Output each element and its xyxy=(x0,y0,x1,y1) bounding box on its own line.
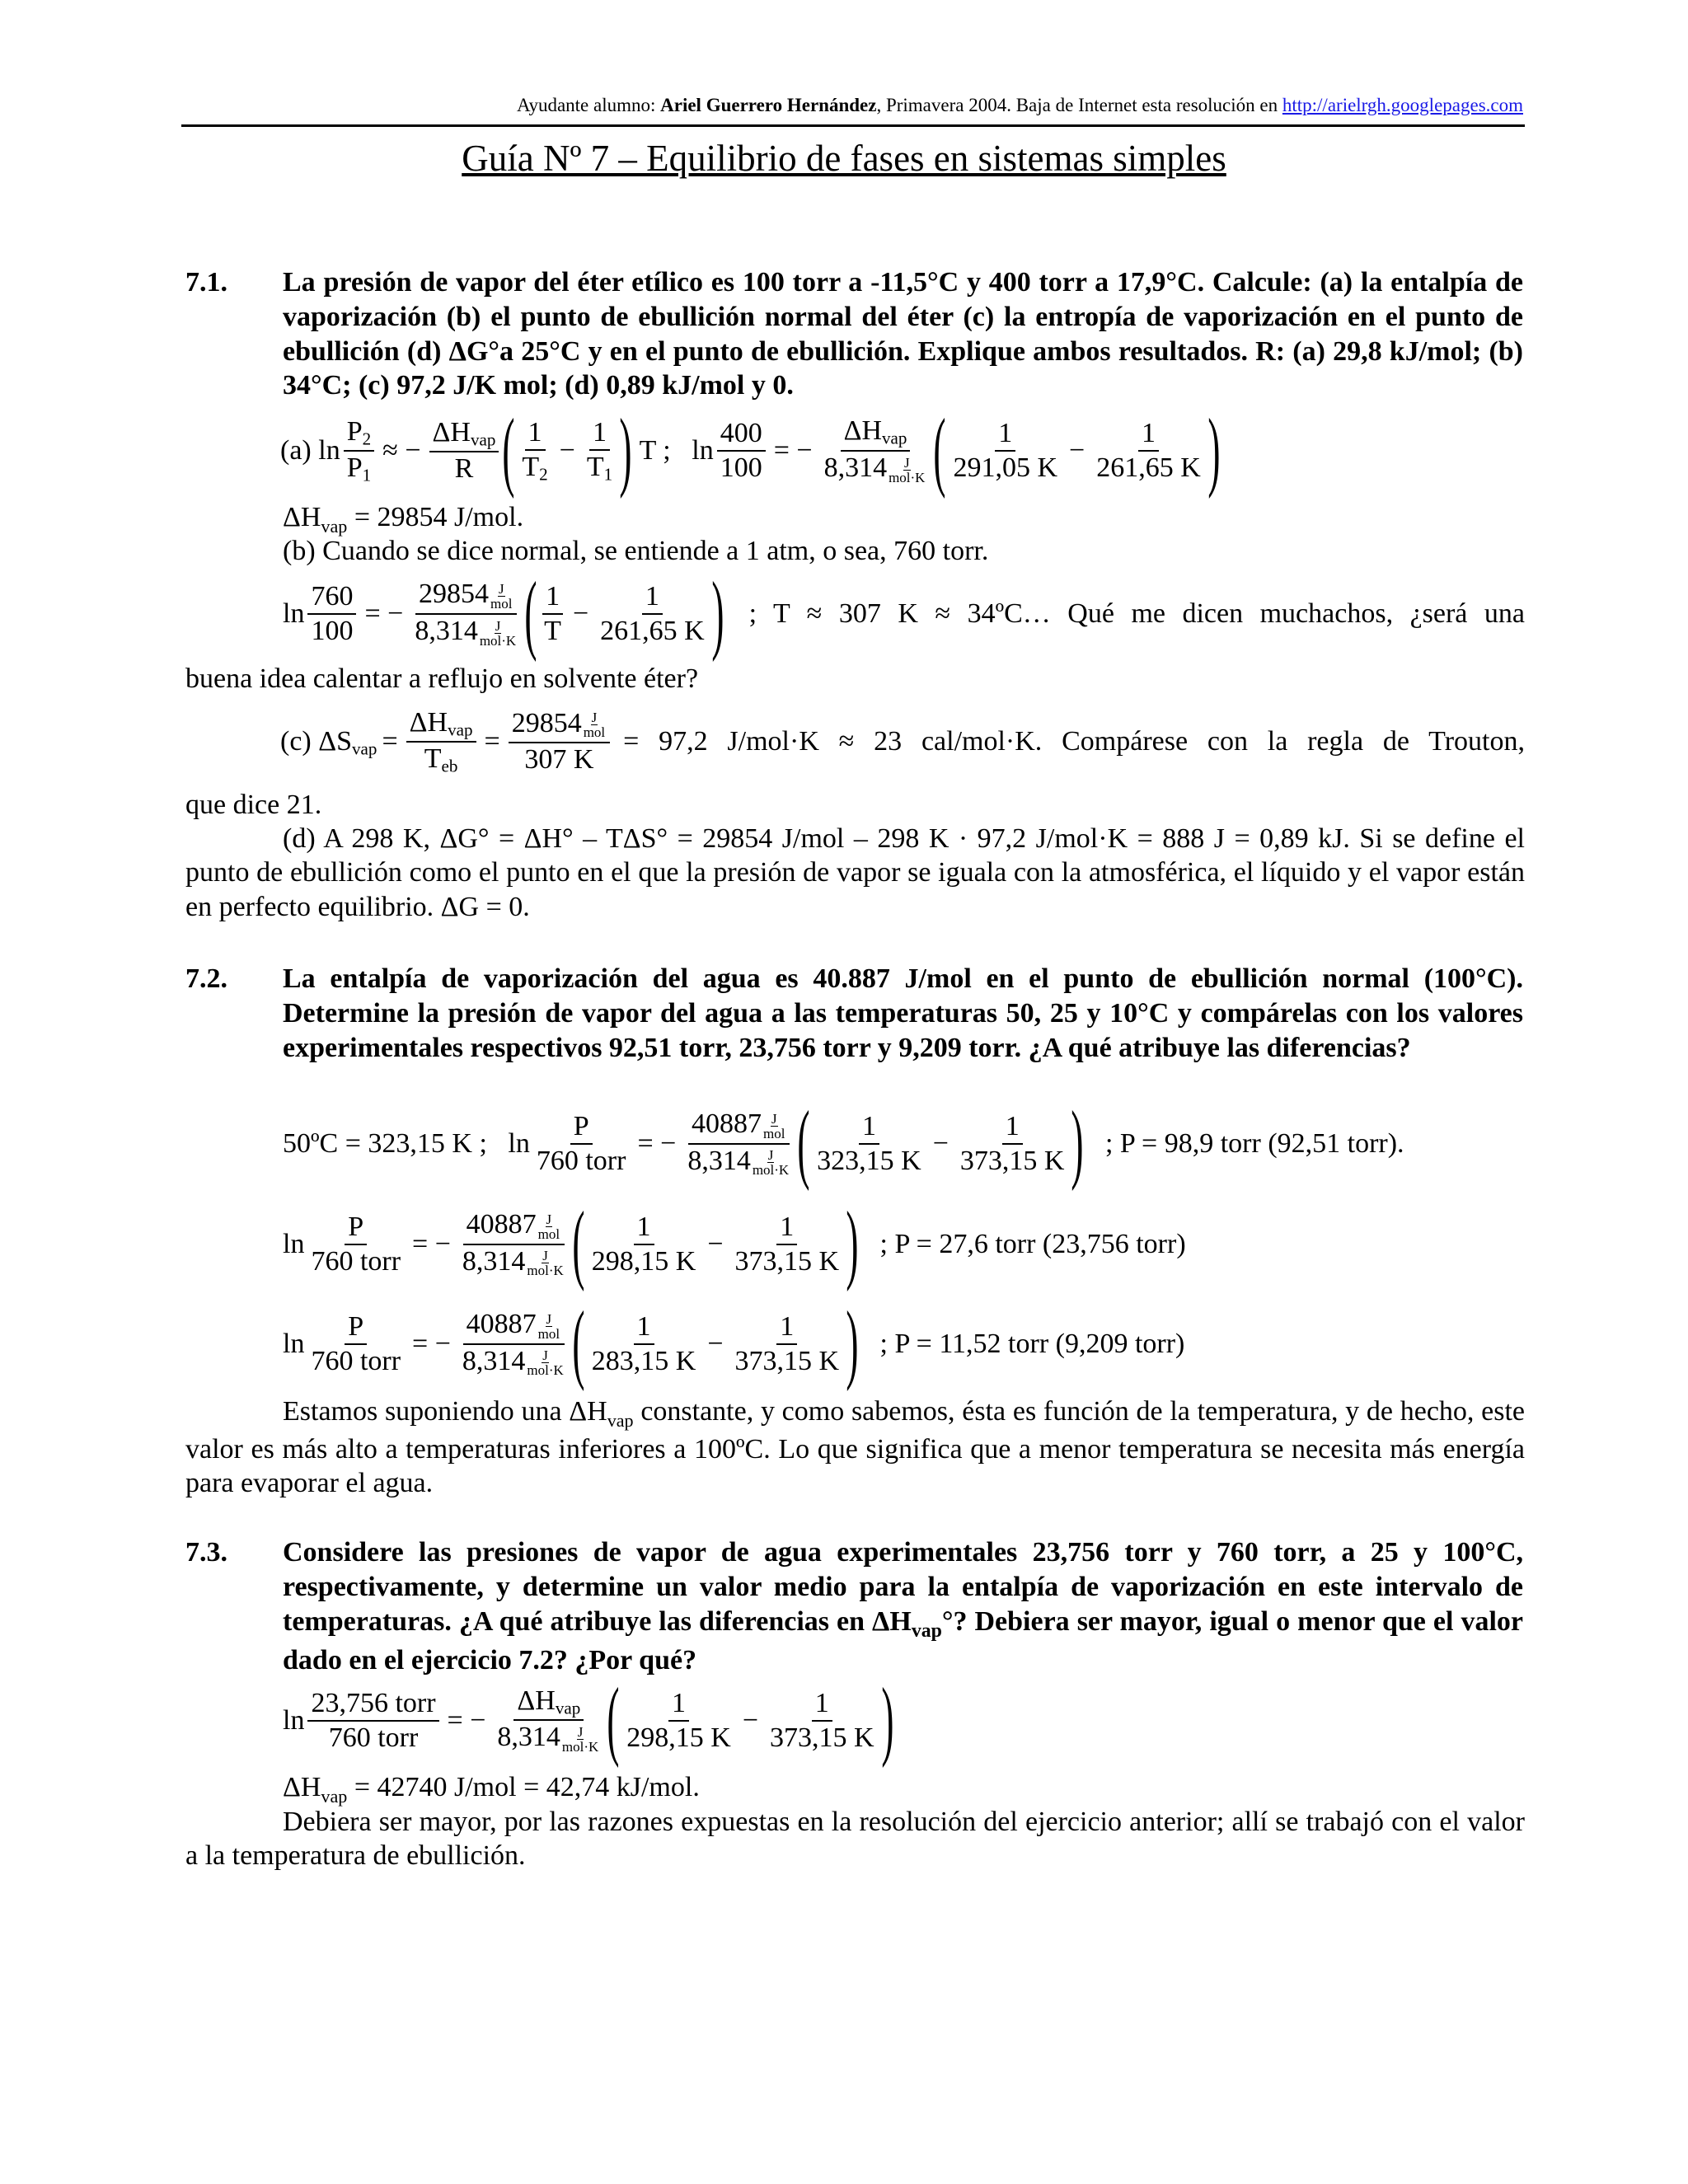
left-paren: ( xyxy=(502,401,515,499)
dh-vap-result-7-1: $\Delta H_{vap} = 29854$ J/mol. xyxy=(283,502,524,537)
ln: ln xyxy=(692,435,714,466)
row2-result: ; P = 27,6 torr (23,756 torr) xyxy=(879,1228,1186,1259)
row1-prefix: 50ºC = 323,15 K ; xyxy=(283,1127,487,1159)
header-divider xyxy=(181,124,1525,127)
fraction-dh-rval: $\Delta H_{vap}$ 8,314 $\frac{J}{\text{mol·K}}$ xyxy=(823,415,926,485)
fraction-1-t1: $\frac{1}{T_1}$ xyxy=(586,416,613,485)
eq-label: (a) xyxy=(280,435,312,466)
fraction-1-tb: $\frac{1}{261,65 K}$ xyxy=(1096,418,1201,483)
exercise-statement-7-3: Considere las presiones de vapor de agua experimentales 23,756 torr y 760 torr, a 25 y 100°C, respectivamente, y determine un valor medio para la entalpía de vaporización en este intervalo de temperaturas. ¿A qué atribuye las diferencias en $\Delta H_{vap}^\circ$? Debiera ser mayor, igual o menor que el valor dado en el ejercicio 7.2? ¿Por qué? xyxy=(283,1537,1523,1675)
equation-7-1-c: (c) $\Delta S_{vap}$ = $\frac{\Delta H_{vap}}{T_{eb}}$ = 29854 $\frac{J}{\text{mol}}$ 307 K = 97,2 J/mol·K ≈ 23 cal/mol·K. Compárese con la regla de Trouton, xyxy=(280,706,1525,776)
eq-b-tail: ; T ≈ 307 K ≈ 34ºC… Qué me dicen muchachos, ¿será una xyxy=(748,598,1525,630)
fraction-29854-rval: 29854 $\frac{J}{\text{mol}}$ 8,314 $\frac{J}{\text{mol·K}}$ xyxy=(415,579,517,649)
part-b-text: (b) Cuando se dice normal, se entiende a 1 atm, o sea, 760 torr. xyxy=(283,536,989,566)
equation-7-2-row-2: ln $\frac{P}{\text{760 torr}}$ = − 40887 $\frac{J}{\text{mol}}$ 8,314 $\frac{J}{\text{mol·K}}$ ( $\frac{1}{298,15 K}$ − $\frac{1}{373,15 K}$ ) ; P = 27,6 torr (23,756 torr) xyxy=(283,1194,1186,1293)
exercise-statement-7-2: La entalpía de vaporización del agua es 40.887 J/mol en el punto de ebullición normal (100°C). Determine la presión de vapor del agua a las temperaturas 50, 25 y 10°C y compárelas con los valores experimentales respectivos 92,51 torr, 23,756 torr y 9,209 torr. ¿A qué atribuye las diferencias? xyxy=(283,963,1523,1063)
equation-7-1-b: ln $\frac{760}{100}$ = − 29854 $\frac{J}{\text{mol}}$ 8,314 $\frac{J}{\text{mol·K}}$ ( $\frac{1}{T}$ − $\frac{1}{261,65 K}$ ) ; T ≈ 307 K ≈ 34ºC… Qué me dicen muchachos, ¿será una xyxy=(283,564,1525,663)
exercise-number-7-3: 7.3. xyxy=(185,1537,227,1568)
equation-7-1-a: (a) ln $\frac{P_2}{P_1}$ ≈ − $\frac{\Delta H_{vap}}{R}$ ( $\frac{1}{T_2}$ − $\frac{1}{T_1}$ ) T ; ln $\frac{400}{100}$ = − $\Delta H_{vap}$ 8,314 $\frac{J}{\text{mol·K}}$ ( $\frac{1}{291,05 K}$ − $\frac{1}{261,65 K}$ ) xyxy=(280,401,1221,499)
exercise-number-7-2: 7.2. xyxy=(185,963,227,994)
row1-result: ; P = 98,9 torr (92,51 torr). xyxy=(1104,1127,1404,1159)
header-author: Ariel Guerrero Hernández xyxy=(660,95,877,115)
fraction-1-ta: $\frac{1}{291,05 K}$ xyxy=(953,418,1057,483)
ln: ln xyxy=(318,435,340,466)
part-c-continuation: que dice 21. xyxy=(185,790,322,820)
fraction-1-tb: $\frac{1}{261,65 K}$ xyxy=(600,581,705,646)
eq-c-tail: = 97,2 J/mol·K ≈ 23 cal/mol·K. Compárese con la regla de Trouton, xyxy=(623,726,1525,757)
header-middle: , Primavera 2004. Baja de Internet esta resolución en xyxy=(876,95,1282,115)
fraction-1-t: $\frac{1}{T}$ xyxy=(541,583,565,645)
fraction-1-t2: $\frac{1}{T_2}$ xyxy=(522,416,548,485)
header-prefix: Ayudante alumno: xyxy=(516,95,661,115)
fraction-p2-p1: $\frac{P_2}{P_1}$ xyxy=(344,418,374,485)
part-d-text: (d) A 298 K, ΔG° = ΔH° – TΔS° = 29854 J/mol – 298 K · 97,2 J/mol·K = 888 J = 0,89 kJ. Si se define el punto de ebullición como el punto en el que la presión de vapor se iguala con la atmosférica, el líquido y el vapor están en perfecto equilibrio. ΔG = 0. xyxy=(185,823,1525,922)
fraction-29854-307: 29854 $\frac{J}{\text{mol}}$ 307 K xyxy=(509,710,610,775)
equation-7-2-row-1: 50ºC = 323,15 K ; ln $\frac{P}{\text{760 torr}}$ = − 40887 $\frac{J}{\text{mol}}$ 8,314 $\frac{J}{\text{mol·K}}$ ( $\frac{1}{323,15 K}$ − $\frac{1}{373,15 K}$ ) ; P = 98,9 torr (92,51 torr). xyxy=(283,1094,1404,1193)
page-title: Guía Nº 7 – Equilibrio de fases en sistemas simples xyxy=(462,138,1226,179)
part-b-continuation: buena idea calentar a reflujo en solvente éter? xyxy=(185,663,699,694)
fraction-dh-r: $\frac{\Delta H_{vap}}{R}$ xyxy=(429,419,499,483)
approx-sign: ≈ − xyxy=(382,435,421,466)
comment-7-3: Debiera ser mayor, por las razones expuestas en la resolución del ejercicio anterior; allí se trabajó con el valor a la temperatura de ebullición. xyxy=(185,1807,1525,1872)
dh-vap-result-7-3: $\Delta H_{vap} = 42740$ J/mol = 42,74 kJ/mol. xyxy=(283,1772,700,1807)
exercise-statement-7-1: La presión de vapor del éter etílico es 100 torr a -11,5°C y 400 torr a 17,9°C. Calcule: (a) la entalpía de vaporización (b) el punto de ebullición normal del éter (c) la entropía de vaporización en el punto de ebullición (d) ΔG°a 25°C y en el punto de ebullición. Explique ambos resultados. R: (a) 29,8 kJ/mol; (b) 34°C; (c) 97,2 J/K mol; (d) 0,89 kJ/mol y 0. xyxy=(283,267,1523,401)
right-paren: ) xyxy=(619,401,632,499)
page-header xyxy=(0,94,1523,117)
fraction-dh-teb: $\frac{\Delta H_{vap}}{T_{eb}}$ xyxy=(406,709,476,776)
fraction-760-100: $\frac{760}{100}$ xyxy=(307,583,356,645)
header-link[interactable]: http://arielrgh.googlepages.com xyxy=(1282,95,1523,115)
comment-7-2: Estamos suponiendo una $\Delta H_{vap}$ constante, y como sabemos, ésta es función de la temperatura, y de hecho, este valor es más alto a temperaturas inferiores a 100ºC. Lo que significa que a menor temperatura se necesita más energía para evaporar el agua. xyxy=(185,1396,1525,1499)
equation-7-2-row-3: ln $\frac{P}{\text{760 torr}}$ = − 40887 $\frac{J}{\text{mol}}$ 8,314 $\frac{J}{\text{mol·K}}$ ( $\frac{1}{283,15 K}$ − $\frac{1}{373,15 K}$ ) ; P = 11,52 torr (9,209 torr) xyxy=(283,1294,1185,1393)
row3-result: ; P = 11,52 torr (9,209 torr) xyxy=(879,1328,1185,1359)
fraction-400-100: $\frac{400}{100}$ xyxy=(717,419,766,482)
equation-7-3: ln $\frac{\text{23,756 torr}}{\text{760 torr}}$ = − $\Delta H_{vap}$ 8,314 $\frac{J}{\text{mol·K}}$ ( $\frac{1}{298,15 K}$ − $\frac{1}{373,15 K}$ ) xyxy=(283,1671,894,1769)
exercise-number-7-1: 7.1. xyxy=(185,267,227,298)
eq-a-after: T ; xyxy=(639,435,671,466)
